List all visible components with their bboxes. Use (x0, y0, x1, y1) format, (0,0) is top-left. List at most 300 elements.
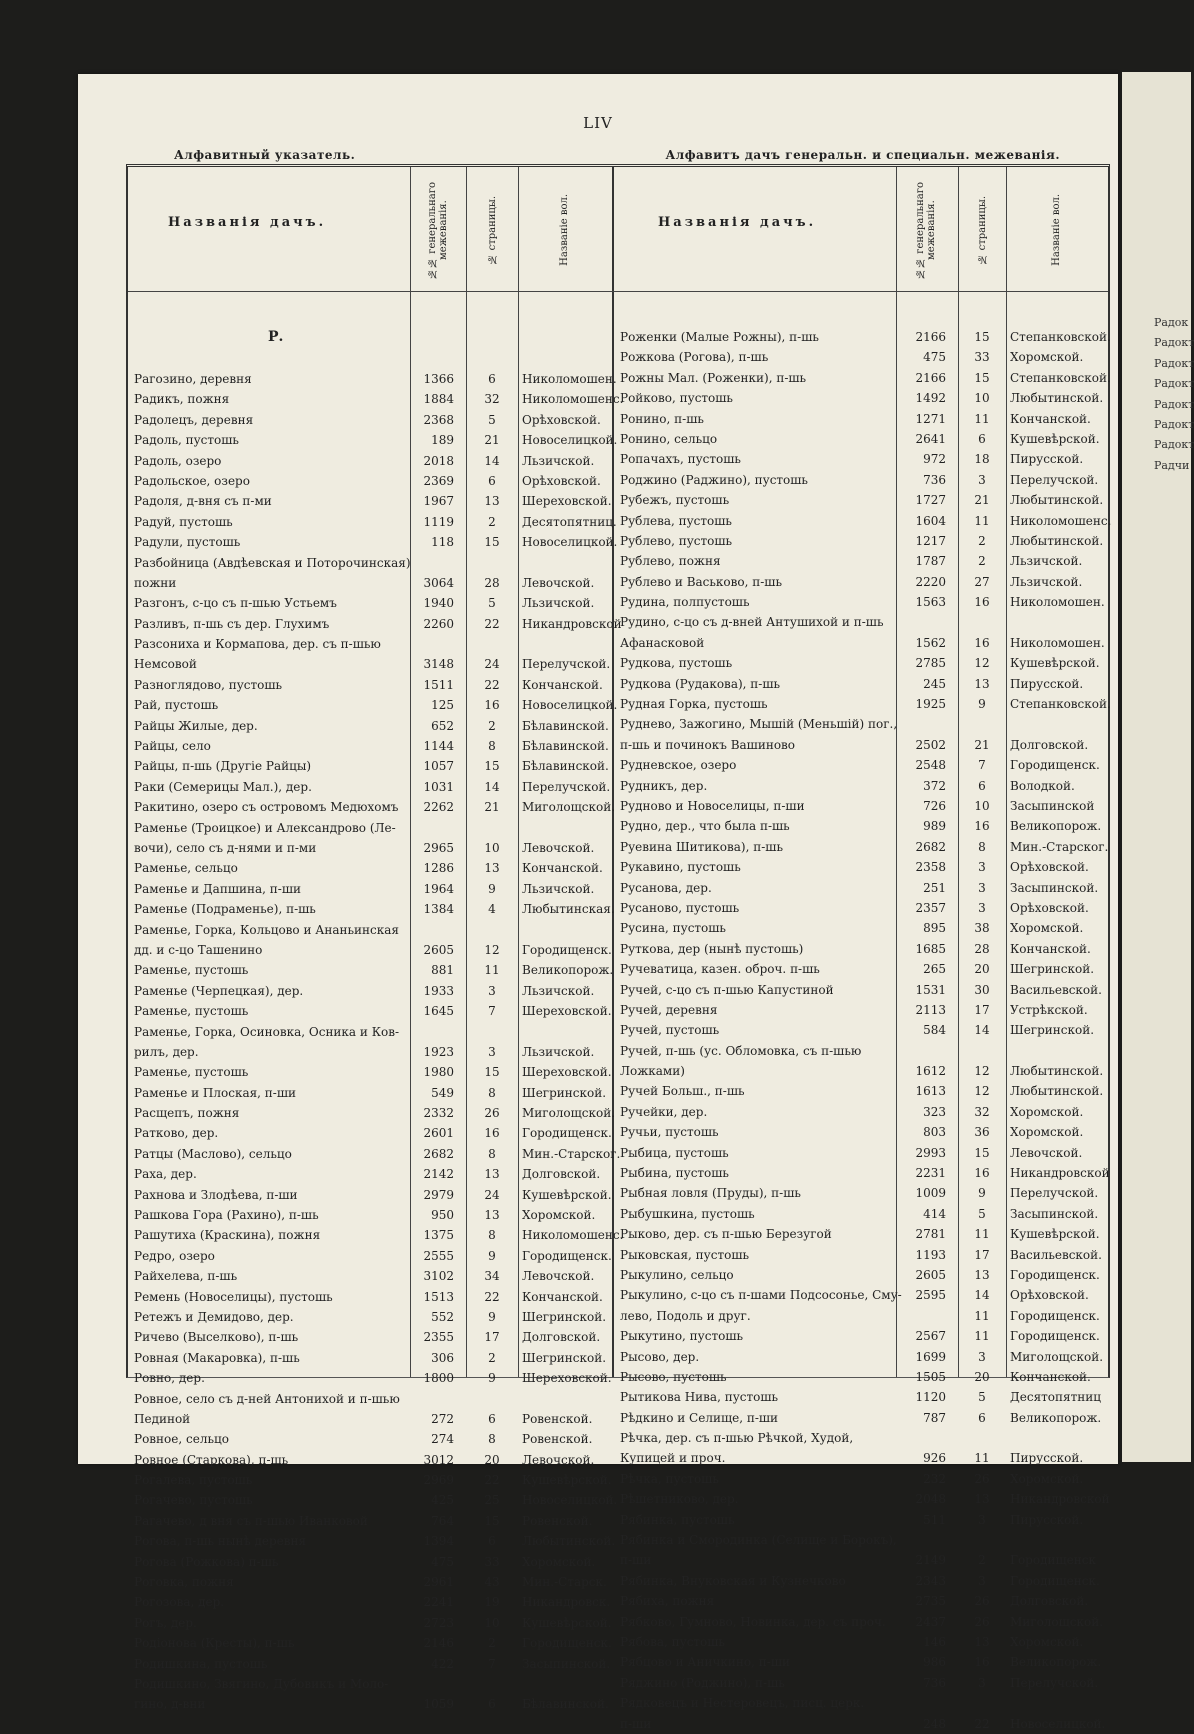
entry-name: Ручей, деревня (620, 1002, 718, 1017)
survey-number: 2605 (423, 942, 454, 957)
volost-name: Орѣховской. (522, 473, 601, 488)
survey-number: 1193 (915, 1247, 946, 1262)
entry-name: Ручей Больш., п-шь (620, 1084, 745, 1099)
survey-number: 1685 (915, 941, 946, 956)
entry-name: Рукавино, пустошь (620, 860, 741, 875)
survey-number: 2595 (915, 1288, 946, 1303)
page-ref: 6 (488, 1534, 496, 1549)
survey-number: 3148 (423, 657, 454, 672)
volost-name: Долговской. (1010, 1594, 1089, 1609)
page-number: LIV (583, 114, 613, 132)
index-entry (134, 838, 612, 858)
volost-name: Кончанской. (1010, 941, 1091, 956)
index-entry (620, 1673, 1106, 1693)
entry-name: Афанасковой (620, 635, 705, 650)
entry-name: Родишкина, пустошь (134, 1656, 268, 1671)
running-header-left: Алфавитный указатель. (174, 148, 356, 162)
entry-name: Разливъ, п-шь съ дер. Глухимъ (134, 616, 330, 631)
volost-name: Николомошен. (1010, 635, 1105, 650)
page-ref: 26 (974, 1471, 990, 1486)
survey-number: 2241 (423, 1595, 454, 1610)
survey-number: 1940 (423, 596, 454, 611)
index-entry (134, 1694, 612, 1714)
survey-number: 1286 (423, 861, 454, 876)
volost-name: Льзичской. (522, 1044, 595, 1059)
volost-name: Ровенской. (522, 1411, 593, 1426)
page-ref: 5 (488, 412, 496, 427)
page-ref: 15 (974, 330, 990, 344)
page-ref: 11 (974, 1451, 990, 1466)
volost-name: Городищенск. (1010, 1573, 1100, 1588)
survey-number: 2343 (915, 1573, 946, 1588)
entry-name: Роженки (Малые Рожны), п-шь (620, 330, 819, 344)
survey-number: 248 (923, 1716, 946, 1731)
page-ref: 11 (974, 1308, 990, 1323)
survey-number: 2368 (423, 412, 454, 427)
index-entry (620, 1163, 1110, 1183)
entry-name: Ручейки, дер. (620, 1104, 708, 1119)
survey-number: 475 (923, 350, 946, 365)
running-header-right: Алфавитъ дачъ генеральн. и специальн. межеванія. (665, 148, 1060, 162)
index-entry (620, 327, 1111, 347)
volost-name: Засыпинской (1010, 798, 1095, 813)
entry-name: Рогъ, дер. (134, 1615, 197, 1630)
page-ref: 16 (974, 595, 990, 610)
survey-number: 2641 (915, 431, 946, 446)
entry-name: Рыбушкина, пустошь (620, 1206, 755, 1221)
survey-number: 552 (431, 1309, 454, 1324)
volost-name: Городищенск. (522, 942, 612, 957)
page-ref: 3 (978, 1675, 986, 1690)
index-entry (620, 347, 1106, 367)
entry-name: Рудкова (Рудакова), п-шь (620, 676, 781, 691)
index-entry (620, 1448, 1106, 1468)
volost-name: Шегринской. (1010, 1023, 1095, 1038)
column-header-survey-left: №№ генеральнаго межеванія. (427, 181, 449, 279)
volost-name: Кушевѣрской. (522, 1473, 612, 1488)
survey-number: 1271 (915, 411, 946, 426)
entry-name: Рябова, пустошь (620, 1635, 725, 1649)
survey-number: 372 (923, 778, 946, 793)
index-entry (134, 1287, 612, 1307)
volost-name: Бѣлавинской. (522, 1697, 609, 1712)
volost-name: Шереховской. (522, 1065, 612, 1080)
survey-number: 2113 (915, 1002, 946, 1017)
survey-number: 1964 (423, 881, 454, 896)
volost-name: Великопорож. (1010, 1655, 1102, 1670)
document-page (78, 74, 1118, 1731)
volost-name: Левочской. (522, 1452, 595, 1467)
index-entry (620, 1489, 1110, 1509)
page-ref: 6 (978, 431, 986, 446)
volost-name: Левочской. (522, 840, 595, 855)
volost-name: Орѣховской. (1010, 860, 1089, 875)
volost-name: Пирусской. (1010, 1512, 1084, 1527)
survey-number: 2369 (423, 473, 454, 488)
volost-name: Бѣлавинской. (522, 739, 609, 754)
index-entry (620, 1469, 1106, 1489)
volost-name: Городищенск. (1010, 1267, 1100, 1282)
index-entry (620, 857, 1106, 877)
volost-name: Шегринской. (522, 1350, 607, 1365)
index-entry (134, 1144, 621, 1164)
page-ref: 10 (974, 798, 990, 813)
entry-name: Руткова, дер (нынѣ пустошь) (620, 941, 804, 956)
volost-name: Орѣховской. (522, 412, 601, 427)
volost-name: Кончанской. (1010, 411, 1091, 426)
survey-number: 2142 (423, 1167, 454, 1182)
survey-number: 1967 (423, 494, 454, 509)
volost-name: Никандровской (522, 616, 622, 631)
index-entry (620, 653, 1106, 673)
index-entry (620, 1245, 1106, 1265)
page-ref: 12 (974, 1064, 990, 1079)
entry-name: Рай, пустошь (134, 698, 219, 713)
volost-name: Мин.-Старског. (522, 1146, 621, 1161)
entry-name: Рядковецъ и Нестеровецъ, писц. церк. (620, 1696, 865, 1711)
left-entries (134, 369, 624, 1715)
page-ref: 15 (484, 759, 500, 774)
index-entry (620, 1204, 1106, 1224)
volost-name: Льзичской. (522, 881, 595, 896)
page-ref: 11 (484, 963, 500, 978)
index-entry (134, 654, 612, 674)
page-ref: 12 (974, 1084, 990, 1099)
entry-name: Радули, пустошь (134, 535, 241, 550)
entry-name: Рытикова Нива, пустошь (620, 1390, 779, 1405)
index-entry (134, 573, 612, 593)
survey-number: 1980 (423, 1065, 454, 1080)
entry-name: Раменье, пустошь (134, 963, 249, 978)
page-ref: 38 (974, 921, 990, 936)
volost-name: Кончанской. (522, 861, 603, 876)
index-entry (134, 1307, 612, 1327)
entry-name: Рѣшетниково, дер. (620, 1492, 739, 1507)
survey-number: 1057 (423, 759, 454, 774)
survey-number: 323 (923, 1104, 946, 1119)
survey-number: 125 (431, 698, 454, 713)
page-ref: 10 (484, 1615, 500, 1630)
index-entry (134, 410, 612, 430)
index-entry (134, 1205, 612, 1225)
survey-number: 803 (923, 1125, 946, 1140)
column-header-volost-right: Названіе вол. (1050, 194, 1062, 266)
index-entry (134, 430, 618, 450)
index-entry (134, 512, 617, 532)
index-entry (134, 756, 612, 776)
volost-name: Городищенск (1010, 1553, 1096, 1568)
page-ref: 13 (484, 1167, 500, 1182)
entry-name: Рыкулино, сельцо (620, 1267, 734, 1282)
volost-name: Ровенской. (522, 1513, 593, 1528)
entry-name: Ракитино, озеро съ островомъ Медюхомъ (134, 800, 399, 815)
page-ref: 5 (978, 1390, 986, 1405)
page-ref: 2 (488, 718, 496, 733)
entry-name: Ретежъ и Демидово, дер. (134, 1309, 294, 1324)
index-entry (620, 592, 1106, 612)
page-ref: 36 (974, 1125, 990, 1140)
index-entry (620, 429, 1106, 449)
volost-name: Перелучской. (1010, 472, 1099, 487)
page-ref: 33 (974, 350, 990, 365)
volost-name: Никандровск. (522, 1595, 611, 1610)
survey-number: 1217 (915, 533, 946, 548)
index-entry (134, 879, 612, 899)
index-entry (620, 388, 1106, 408)
index-table (126, 164, 1112, 1731)
index-entry (620, 1510, 1106, 1530)
entry-name: Райхелева, п-шь (134, 1269, 238, 1284)
entry-name: Раменье, сельцо (134, 861, 238, 876)
volost-name: Хоромской. (1010, 1104, 1084, 1119)
right-entries (620, 327, 1112, 1734)
index-entry (620, 796, 1106, 816)
volost-name: Миголощской. (1010, 1349, 1104, 1364)
entry-name: Ручей, п-шь (ус. Обломовка, съ п-шью (620, 1043, 862, 1058)
entry-name: Роджино (Раджино), пустошь (620, 472, 808, 487)
entry-name: Радикъ, пожня (134, 392, 230, 407)
index-entry (134, 1429, 612, 1449)
survey-number: 1613 (915, 1084, 946, 1099)
volost-name: Левочской. (522, 1269, 595, 1284)
page-ref: 7 (978, 758, 986, 773)
entry-name: Рябинка, Внуковская и Кузнечково (620, 1573, 846, 1588)
adjacent-page (1122, 72, 1194, 1462)
volost-name: Хоромской. (522, 1554, 596, 1569)
survey-number: 1727 (915, 493, 946, 508)
index-entry (134, 736, 612, 756)
volost-name: Хоромской. (1010, 1635, 1084, 1649)
index-entry (134, 491, 612, 511)
page-ref: 22 (484, 677, 500, 692)
page-ref: 24 (484, 1187, 500, 1202)
page-ref: 15 (974, 1145, 990, 1160)
volost-name: Кушевѣрской. (1010, 656, 1100, 671)
volost-name: Городищенск. (522, 1636, 612, 1651)
entry-name: Русина, пустошь (620, 921, 726, 936)
survey-number: 2735 (915, 1594, 946, 1609)
entry-name: Рысово, пустошь (620, 1369, 727, 1384)
entry-name: Раменье и Плоская, п-ши (134, 1085, 297, 1100)
index-entry (620, 1102, 1106, 1122)
survey-number: 1031 (423, 779, 454, 794)
survey-number: 2355 (423, 1330, 454, 1345)
survey-number: 189 (431, 433, 454, 448)
survey-number: 1933 (423, 983, 454, 998)
entry-name: Рыковская, пустошь (620, 1247, 750, 1262)
page-ref: 22 (484, 1473, 500, 1488)
index-entry (620, 959, 1106, 979)
page-ref: 2 (978, 554, 986, 569)
volost-name: Кончанской. (522, 1289, 603, 1304)
survey-number: 251 (923, 880, 946, 895)
index-entry (134, 1022, 612, 1042)
entry-name: п-шь и починокъ Вашиново (620, 737, 796, 752)
volost-name: Новоселицкой. (522, 698, 618, 713)
page-ref: 6 (978, 778, 986, 793)
survey-number: 736 (923, 472, 946, 487)
index-entry (620, 1591, 1106, 1611)
index-entry (620, 755, 1106, 775)
page-ref: 2 (978, 533, 986, 548)
entry-name: Рыкулино, с-цо съ п-шами Подсосонье, Сму- (620, 1288, 902, 1303)
page-ref: 18 (974, 452, 990, 467)
survey-number: 232 (923, 1471, 946, 1486)
entry-name: Ровная (Макаровка), п-шь (134, 1350, 300, 1365)
index-entry (134, 1633, 612, 1653)
volost-name: Долговской. (1010, 737, 1089, 752)
volost-name: Степанковской. (1010, 697, 1111, 712)
index-entry (134, 1674, 612, 1694)
entry-name: Ронино, п-шь (620, 411, 704, 426)
entry-name: Разбойница (Авдѣевская и Поторочинская) (134, 555, 411, 570)
survey-number: 1562 (915, 635, 946, 650)
entry-name: Ручей, пустошь (620, 1023, 720, 1038)
volost-name: Хоромской. (522, 1208, 596, 1223)
survey-number: 1787 (915, 554, 946, 569)
page-ref: 14 (974, 1288, 990, 1303)
page-ref: 21 (974, 737, 990, 752)
page-ref: 8 (978, 839, 986, 854)
entry-name: Пединой (134, 1411, 191, 1426)
volost-name: Любытинской. (1010, 533, 1104, 548)
entry-name: Ратково, дер. (134, 1126, 219, 1141)
volost-name: Орѣховской. (1010, 1288, 1089, 1303)
index-entry (134, 777, 612, 797)
volost-name: Кончанской. (1010, 1369, 1091, 1384)
page-ref: 17 (974, 1002, 990, 1017)
index-entry (134, 716, 612, 736)
page-ref: 3 (978, 880, 986, 895)
entry-name: Ручей, с-цо съ п-шью Капустиной (620, 982, 834, 997)
entry-name: Рашкова Гора (Рахино), п-шь (134, 1208, 319, 1223)
index-entry (620, 490, 1106, 510)
survey-number: 2220 (915, 574, 946, 589)
survey-number: 306 (431, 1350, 454, 1365)
index-entry (134, 1368, 612, 1388)
survey-number: 2149 (915, 1553, 946, 1568)
index-entry (620, 1183, 1106, 1203)
page-ref: 8 (488, 1228, 496, 1243)
entry-name: Рудневское, озеро (620, 758, 737, 773)
page-ref: 8 (488, 1146, 496, 1161)
volost-name: Новоселицкой. (522, 535, 618, 550)
page-ref: 16 (974, 1655, 990, 1670)
index-entry (134, 1042, 612, 1062)
entry-name: Раха, дер. (134, 1167, 197, 1182)
index-entry (620, 980, 1106, 1000)
survey-number: 2785 (915, 656, 946, 671)
survey-number: 2358 (915, 860, 946, 875)
index-entry (620, 735, 1106, 755)
survey-number: 1699 (915, 1349, 946, 1364)
volost-name: Кончанской. (522, 677, 603, 692)
index-entry (134, 1531, 616, 1551)
page-ref: 12 (974, 656, 990, 671)
entry-name: Рогозова, дер. (134, 1595, 225, 1610)
page-ref: 14 (974, 1023, 990, 1038)
index-entry (134, 369, 617, 389)
entry-name: Ремень (Новоселицы), пустошь (134, 1289, 333, 1304)
index-entry (620, 1061, 1106, 1081)
entry-name: Ропачахъ, пустошь (620, 452, 741, 467)
volost-name: Новоселицкой. (522, 433, 618, 448)
survey-number: 736 (923, 1675, 946, 1690)
index-entry (134, 389, 624, 409)
page-ref: 15 (974, 370, 990, 385)
page-ref: 21 (484, 433, 500, 448)
index-entry (620, 1550, 1106, 1570)
entry-name: Редро, озеро (134, 1248, 215, 1263)
survey-number: 1884 (423, 392, 454, 407)
volost-name: Николомошен. (1010, 595, 1105, 610)
entry-name: Немсовой (134, 657, 197, 672)
index-entry (134, 1083, 612, 1103)
survey-number: 2723 (423, 1615, 454, 1630)
entry-name: Радуй, пустошь (134, 514, 233, 529)
entry-name: Раменье (Подраменье), п-шь (134, 902, 316, 917)
volost-name: Миголощской. (522, 1106, 616, 1121)
index-entry (134, 858, 612, 878)
index-entry (620, 633, 1106, 653)
entry-name: Рогалева, пустошь (134, 1473, 253, 1488)
survey-number: 118 (431, 535, 454, 550)
page-ref: 28 (974, 941, 990, 956)
volost-name: Любытинской. (1010, 1064, 1104, 1079)
entry-name: Рублево и Васьково, п-шь (620, 574, 782, 589)
page-ref: 6 (488, 473, 496, 488)
index-entry (620, 1122, 1106, 1142)
page-ref: 20 (974, 1369, 990, 1384)
column-header-names-right: Названія дачъ. (658, 215, 817, 230)
page-ref: 30 (974, 982, 990, 997)
survey-number: 2260 (423, 616, 454, 631)
survey-number: 2961 (423, 1575, 454, 1590)
entry-name: Рудино, с-цо съ д-вней Антушихой и п-шь (620, 615, 884, 630)
entry-name: Радолецъ, деревня (134, 412, 254, 427)
survey-number: 2601 (423, 1126, 454, 1141)
page-ref: 9 (488, 1371, 496, 1386)
index-entry (134, 1511, 612, 1531)
index-entry (620, 1652, 1106, 1672)
entry-name: Рахнова и Злодѣева, п-ши (134, 1187, 298, 1202)
entry-name: пожни (134, 575, 177, 590)
page-ref: 6 (488, 372, 496, 386)
volost-name: Десятопятниц (1010, 1390, 1101, 1405)
page-ref: 11 (974, 1227, 990, 1242)
entry-name: Рублева, пустошь (620, 513, 732, 528)
volost-name: Любытинская. (522, 902, 615, 917)
index-entry (620, 612, 1106, 632)
entry-name: Рябково, Гумново, Новинка, дер. съ проч. (620, 1614, 886, 1629)
page-ref: 13 (974, 1267, 990, 1282)
survey-number: 1563 (915, 595, 946, 610)
volost-name: Новоселицкой. (522, 1493, 618, 1508)
volost-name: Кушевѣрской. (522, 1615, 612, 1630)
survey-number: 422 (431, 1656, 454, 1671)
volost-name: Степанковской. (1010, 330, 1111, 344)
index-entry (620, 449, 1106, 469)
fragment-text: Радчи (1154, 458, 1190, 472)
entry-name: Рудина, полпустошь (620, 595, 750, 610)
volost-name: Городищенск. (1010, 1329, 1100, 1344)
entry-name: Ложками) (620, 1064, 685, 1079)
index-entry (134, 1389, 612, 1409)
volost-name: Левочской. (522, 575, 595, 590)
survey-number: 2146 (423, 1636, 454, 1651)
volost-name: Льзичской. (1010, 554, 1083, 569)
survey-number: 425 (431, 1493, 454, 1508)
